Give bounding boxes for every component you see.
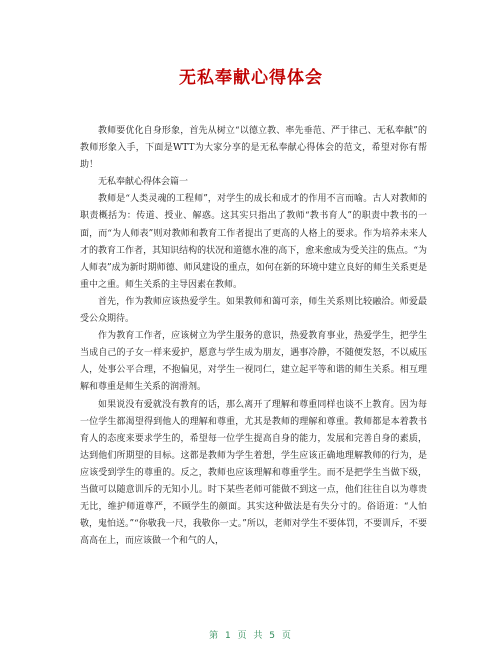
paragraph-teacher-role: 教师是“人类灵魂的工程师”，对学生的成长和成才的作用不言而喻。古人对教师的职责概括为：传道、授业、解惑。这其实只指出了教师“教书育人”的职责中教书的一面，而“为人师表”则对教师和教育工作者提出了更高的人格上的要求。作为培养未来人才的教育工作者，其知识结构的状况和道德水准的高下，愈来愈成为受关注的焦点。“为人师表”成为新时期师德、师风建设的重点，如何在新的环境中建立良好的师生关系更是重中之重。师生关系的主导因素在教师。 xyxy=(80,194,427,290)
document-title: 无私奉献心得体会 xyxy=(179,68,323,88)
page-number-footer: 第 1 页 共 5 页 xyxy=(209,631,293,641)
paragraph-service-attitude: 作为教育工作者，应该树立为学生服务的意识，热爱教育事业，热爱学生，把学生当成自己的子女一样来爱护，愿意与学生成为朋友，遇事冷静，不随便发怒，不以威压人，处事公平合理，不抱偏见，对学生一视同仁，建立起平等和谐的师生关系。相互理解和尊重是师生关系的润滑剂。 xyxy=(80,331,427,393)
section-heading: 无私奉献心得体会篇一 xyxy=(98,177,189,188)
document-body xyxy=(80,123,427,550)
paragraph-love-students: 首先，作为教师应该热爱学生。如果教师和蔼可亲，师生关系则比较融洽。师爱最受公众期待。 xyxy=(80,296,427,325)
paragraph-understanding-respect: 如果说没有爱就没有教育的话，那么离开了理解和尊重同样也谈不上教育。因为每一位学生都渴望得到他人的理解和尊重，尤其是教师的理解和尊重。教师都是本着教书育人的态度来要求学生的，希望每一位学生提高自身的能力，发展和完善自身的素质，达到他们所期望的目标。这都是教师为学生着想，学生应该正确地理解教师的行为，是应该受到学生的尊重的。反之，教师也应该理解和尊重学生。而不是把学生当做下级，当做可以随意训斥的无知小儿。时下某些老师可能做不到这一点，他们往往自以为尊贵无比，维护师道尊严，不顾学生的颜面。其实这种做法是有失分寸的。俗语道：“人怕敬，鬼怕送。”“你敬我一尺，我敬你一丈。”所以，老师对学生不要体罚，不要训斥，不要高高在上，而应该做一个和气的人， xyxy=(80,399,427,547)
paragraph-intro: 教师要优化自身形象，首先从树立“以德立教、率先垂范、严于律己、无私奉献”的教师形象入手，下面是WTT为大家分享的是无私奉献心得体会的范文，希望对你有帮助！ xyxy=(80,126,427,171)
